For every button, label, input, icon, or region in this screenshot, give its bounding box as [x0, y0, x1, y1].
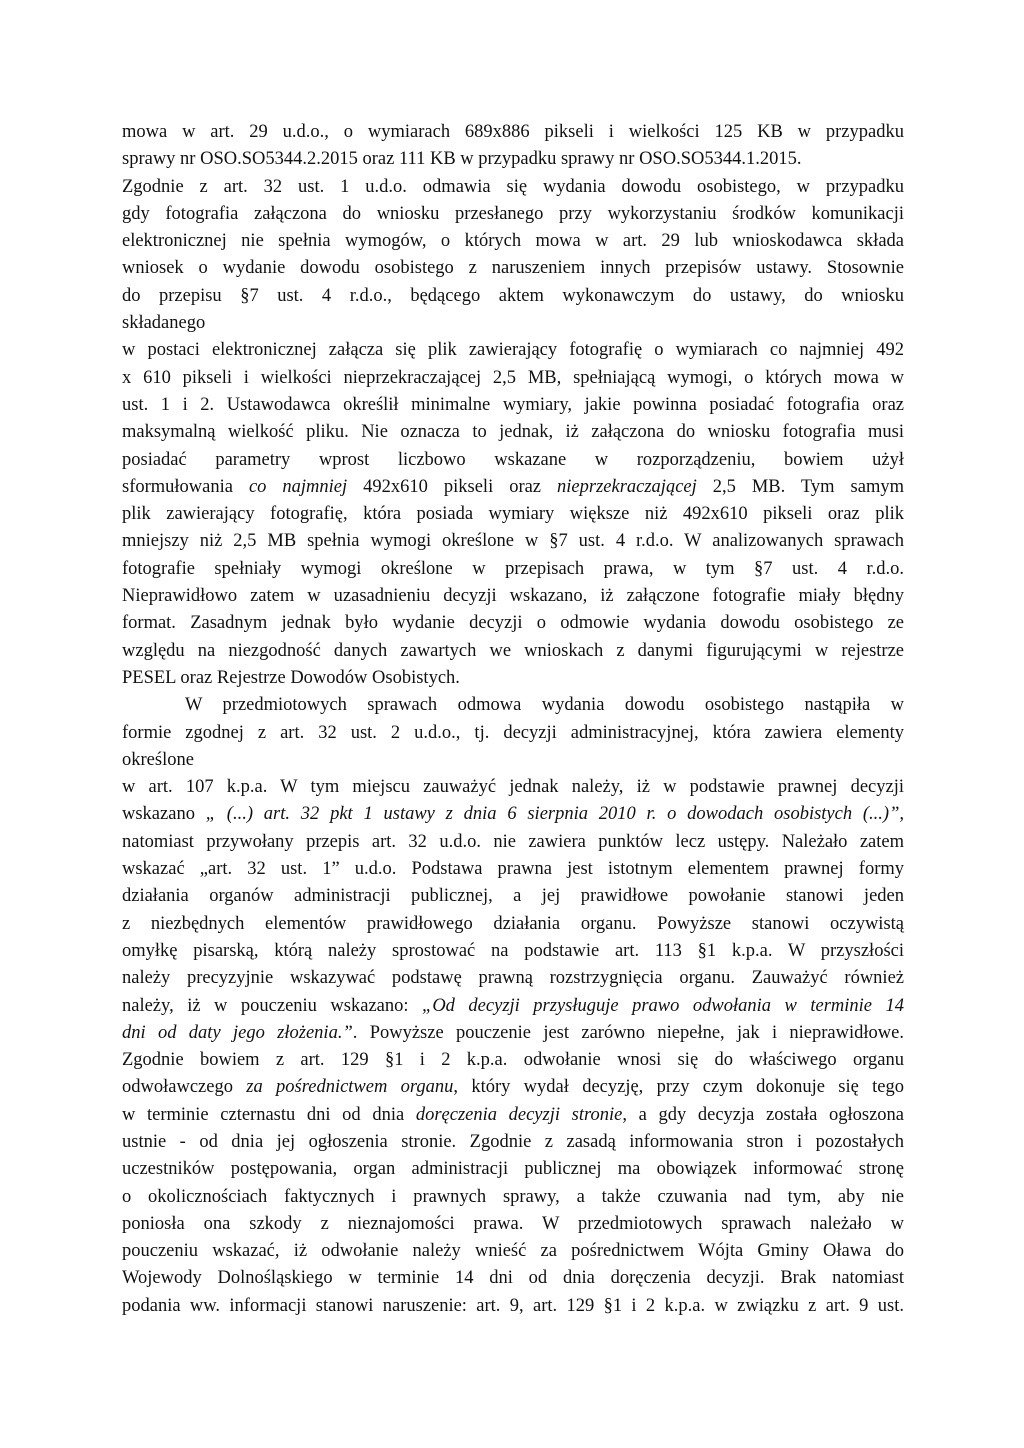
text-line: mowa w art. 29 u.d.o., o wymiarach 689x886 pikseli i wielkości 125 KB w przypadku: [122, 122, 904, 142]
text-line: [122, 1102, 904, 1129]
text-run: 2,5 MB. Tym samym: [696, 476, 904, 497]
text-run: w terminie czternastu dni od dnia: [122, 1104, 416, 1125]
text-line: maksymalną wielkość pliku. Nie oznacza to jednak, iż załączona do wniosku fotografia musi: [122, 422, 904, 443]
text-line: wniosek o wydanie dowodu osobistego z naruszeniem innych przepisów ustawy. Stosownie: [122, 258, 904, 279]
text-run: sformułowania: [122, 476, 249, 497]
text-line: Zgodnie bowiem z art. 129 §1 i 2 k.p.a. odwołanie wnosi się do właściwego organu: [122, 1050, 904, 1071]
text-run: należy, iż w pouczeniu wskazano:: [122, 995, 423, 1016]
text-line: plik zawierający fotografię, która posiada wymiary większe niż 492x610 pikseli oraz plik: [122, 504, 904, 525]
text-run: odwoławczego: [122, 1077, 247, 1098]
text-line: x 610 pikseli i wielkości nieprzekraczającej 2,5 MB, spełniającą wymogi, o których mowa w: [122, 367, 904, 388]
text-line: posiadać parametry wprost liczbowo wskazane w rozporządzeniu, bowiem użył: [122, 449, 904, 470]
text-line: uczestników postępowania, organ administracji publicznej ma obowiązek informować stronę: [122, 1159, 904, 1180]
text-line: gdy fotografia załączona do wniosku przesłanego przy wykorzystaniu środków komunikacji: [122, 203, 904, 224]
text-line: fotografie spełniały wymogi określone w przepisach prawa, w tym §7 ust. 4 r.d.o.: [122, 558, 904, 579]
text-line: należy precyzyjnie wskazywać podstawę prawną rozstrzygnięcia organu. Zauważyć również: [122, 968, 904, 989]
text-run: , który wydał decyzję, przy czym dokonuje się tego: [453, 1077, 904, 1098]
text-line: Zgodnie z art. 32 ust. 1 u.d.o. odmawia się wydania dowodu osobistego, w przypadku: [122, 176, 904, 197]
text-line: W przedmiotowych sprawach odmowa wydania dowodu osobistego nastąpiła w: [185, 695, 904, 716]
text-line: Wojewody Dolnośląskiego w terminie 14 dni od dnia doręczenia decyzji. Brak natomiast: [122, 1268, 904, 1289]
text-line: w art. 107 k.p.a. W tym miejscu zauważyć jednak należy, iż w podstawie prawnej decyzji: [122, 777, 904, 798]
text-line: podania ww. informacji stanowi naruszenie: art. 9, art. 129 §1 i 2 k.p.a. w związku z art. 9 ust.: [122, 1295, 904, 1316]
italic-quote: „ (...) art. 32 pkt 1 ustawy z dnia 6 sierpnia 2010 r. o dowodach osobistych (...)”,: [205, 804, 904, 825]
text-line: [122, 993, 904, 1020]
text-run: wskazano: [122, 804, 206, 825]
italic-quote: co najmniej: [248, 476, 348, 497]
italic-quote: nieprzekraczającej: [557, 476, 697, 497]
text-line: [122, 801, 904, 828]
text-run: , a gdy decyzja została ogłoszona: [622, 1104, 905, 1125]
italic-quote: za pośrednictwem organu: [246, 1077, 454, 1098]
text-line: [122, 1074, 904, 1101]
text-line: formie zgodnej z art. 32 ust. 2 u.d.o., tj. decyzji administracyjnej, która zawiera elementy: [122, 722, 904, 743]
text-line: omyłkę pisarską, którą należy sprostować na podstawie art. 113 §1 k.p.a. W przyszłości: [122, 940, 904, 961]
text-line: względu na niezgodność danych zawartych we wnioskach z danymi figurującymi w rejestrze: [122, 640, 904, 661]
text-line: format. Zasadnym jednak było wydanie decyzji o odmowie wydania dowodu osobistego ze: [122, 613, 904, 634]
text-line: ust. 1 i 2. Ustawodawca określił minimalne wymiary, jakie powinna posiadać fotografia oraz: [122, 394, 904, 415]
document-body-text: [122, 119, 904, 1320]
text-run: 492x610 pikseli oraz: [347, 476, 558, 497]
italic-quote: doręczenia decyzji stronie: [415, 1104, 623, 1125]
text-line: elektronicznej nie spełnia wymogów, o których mowa w art. 29 lub wnioskodawca składa: [122, 231, 904, 252]
text-line: mniejszy niż 2,5 MB spełnia wymogi określone w §7 ust. 4 r.d.o. W analizowanych sprawach: [122, 531, 904, 552]
italic-quote: dni od daty jego złożenia.”: [122, 1022, 353, 1043]
text-line: Nieprawidłowo zatem w uzasadnieniu decyzji wskazano, iż załączone fotografie miały błędny: [122, 586, 904, 607]
text-line: sprawy nr OSO.SO5344.2.2015 oraz 111 KB w przypadku sprawy nr OSO.SO5344.1.2015.: [122, 149, 802, 170]
text-line: określone: [122, 749, 194, 770]
text-line: wskazać „art. 32 ust. 1” u.d.o. Podstawa prawna jest istotnym elementem prawnej formy: [122, 859, 904, 880]
text-line: pouczeniu wskazać, iż odwołanie należy wnieść za pośrednictwem Wójta Gminy Oława do: [122, 1241, 904, 1262]
text-line: natomiast przywołany przepis art. 32 u.d.o. nie zawiera punktów lecz ustępy. Należało zatem: [122, 831, 904, 852]
text-line: ustnie - od dnia jej ogłoszenia stronie. Zgodnie z zasadą informowania stron i pozostałych: [122, 1131, 904, 1152]
text-line: [122, 1020, 904, 1047]
italic-quote: „Od decyzji przysługuje prawo odwołania w terminie 14: [422, 995, 905, 1016]
text-line: w postaci elektronicznej załącza się plik zawierający fotografię o wymiarach co najmniej 492: [122, 340, 904, 361]
text-line: do przepisu §7 ust. 4 r.d.o., będącego aktem wykonawczym do ustawy, do wniosku: [122, 285, 904, 306]
text-line: o okolicznościach faktycznych i prawnych sprawy, a także czuwania nad tym, aby nie: [122, 1186, 904, 1207]
text-line: PESEL oraz Rejestrze Dowodów Osobistych.: [122, 667, 460, 688]
text-line: składanego: [122, 313, 206, 334]
text-line: [122, 474, 904, 501]
text-run: . Powyższe pouczenie jest zarówno niepełne, jak i nieprawidłowe.: [352, 1022, 904, 1043]
text-line: poniosła ona szkody z nieznajomości prawa. W przedmiotowych sprawach należało w: [122, 1213, 904, 1234]
text-line: działania organów administracji publicznej, a jej prawidłowe powołanie stanowi jeden: [122, 886, 904, 907]
text-line: z niezbędnych elementów prawidłowego działania organu. Powyższe stanowi oczywistą: [122, 913, 904, 934]
